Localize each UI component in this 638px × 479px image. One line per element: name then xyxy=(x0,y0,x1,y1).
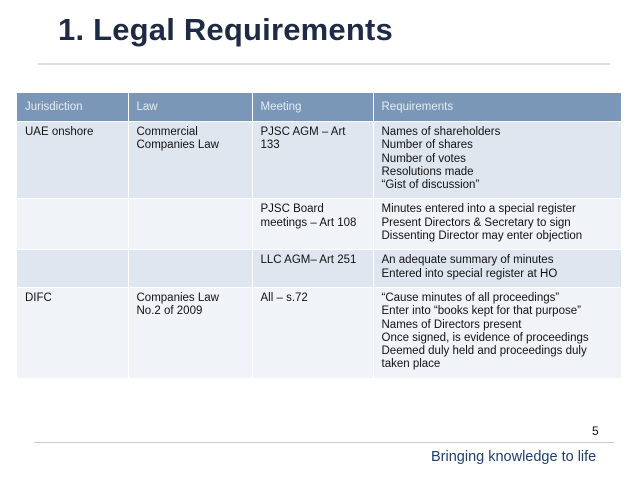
cell-line: Companies Law xyxy=(136,139,219,152)
cell-line: All – s.72 xyxy=(260,291,308,304)
cell-line: PJSC AGM – Art xyxy=(260,126,346,138)
cell-line: meetings – Art 108 xyxy=(260,216,357,229)
table-row xyxy=(17,250,621,288)
requirement-line: Names of Directors present xyxy=(381,318,522,331)
requirement-line: Dissenting Director may enter objection xyxy=(381,230,583,243)
table-row xyxy=(17,122,621,199)
cell-line: PJSC Board xyxy=(260,203,324,216)
legal-requirements-table xyxy=(17,93,621,378)
header-requirements: Requirements xyxy=(373,93,621,122)
header-jurisdiction: Jurisdiction xyxy=(17,93,128,122)
cell-meeting xyxy=(252,250,373,288)
cell-meeting xyxy=(252,199,373,250)
cell-jurisdiction xyxy=(17,287,128,377)
cell-line: Companies Law xyxy=(136,291,219,304)
footer-divider xyxy=(34,442,614,443)
requirement-line: Once signed, is evidence of proceedings xyxy=(381,331,589,344)
cell-meeting xyxy=(252,122,373,199)
requirement-line: Entered into special register at HO xyxy=(381,267,558,280)
header-law: Law xyxy=(128,93,252,122)
cell-requirements xyxy=(373,122,621,199)
cell-line: No.2 of 2009 xyxy=(136,305,203,318)
requirement-line: taken place xyxy=(381,358,441,371)
cell-law xyxy=(128,122,252,199)
cell-requirements xyxy=(373,250,621,288)
title-divider xyxy=(38,63,610,65)
cell-jurisdiction xyxy=(17,250,128,288)
requirement-line: Names of shareholders xyxy=(381,126,501,138)
cell-line: UAE onshore xyxy=(25,126,94,138)
table-row xyxy=(17,199,621,250)
cell-line: DIFC xyxy=(25,291,52,304)
requirement-line: “Cause minutes of all proceedings” xyxy=(381,291,560,304)
requirement-line: Deemed duly held and proceedings duly xyxy=(381,345,587,358)
table-row xyxy=(17,287,621,377)
cell-requirements xyxy=(373,287,621,377)
cell-line: 133 xyxy=(260,139,280,152)
cell-line: Commercial xyxy=(136,126,198,138)
requirement-line: An adequate summary of minutes xyxy=(381,254,554,267)
cell-law xyxy=(128,199,252,250)
header-meeting: Meeting xyxy=(252,93,373,122)
cell-requirements xyxy=(373,199,621,250)
requirement-line: Number of votes xyxy=(381,152,466,165)
cell-jurisdiction xyxy=(17,122,128,199)
requirement-line: Enter into “books kept for that purpose” xyxy=(381,305,581,318)
cell-meeting xyxy=(252,287,373,377)
requirement-line: Present Directors & Secretary to sign xyxy=(381,216,571,229)
requirement-line: Number of shares xyxy=(381,139,473,152)
cell-law xyxy=(128,250,252,288)
cell-law xyxy=(128,287,252,377)
requirement-line: Minutes entered into a special register xyxy=(381,203,576,216)
footer-tagline: Bringing knowledge to life xyxy=(431,449,597,465)
cell-jurisdiction xyxy=(17,199,128,250)
requirement-line: “Gist of discussion” xyxy=(381,179,480,192)
cell-line: LLC AGM– Art 251 xyxy=(260,254,357,267)
slide-title: 1. Legal Requirements xyxy=(58,12,393,47)
page-number: 5 xyxy=(592,424,599,438)
requirement-line: Resolutions made xyxy=(381,165,474,178)
table-header-row xyxy=(17,93,621,122)
